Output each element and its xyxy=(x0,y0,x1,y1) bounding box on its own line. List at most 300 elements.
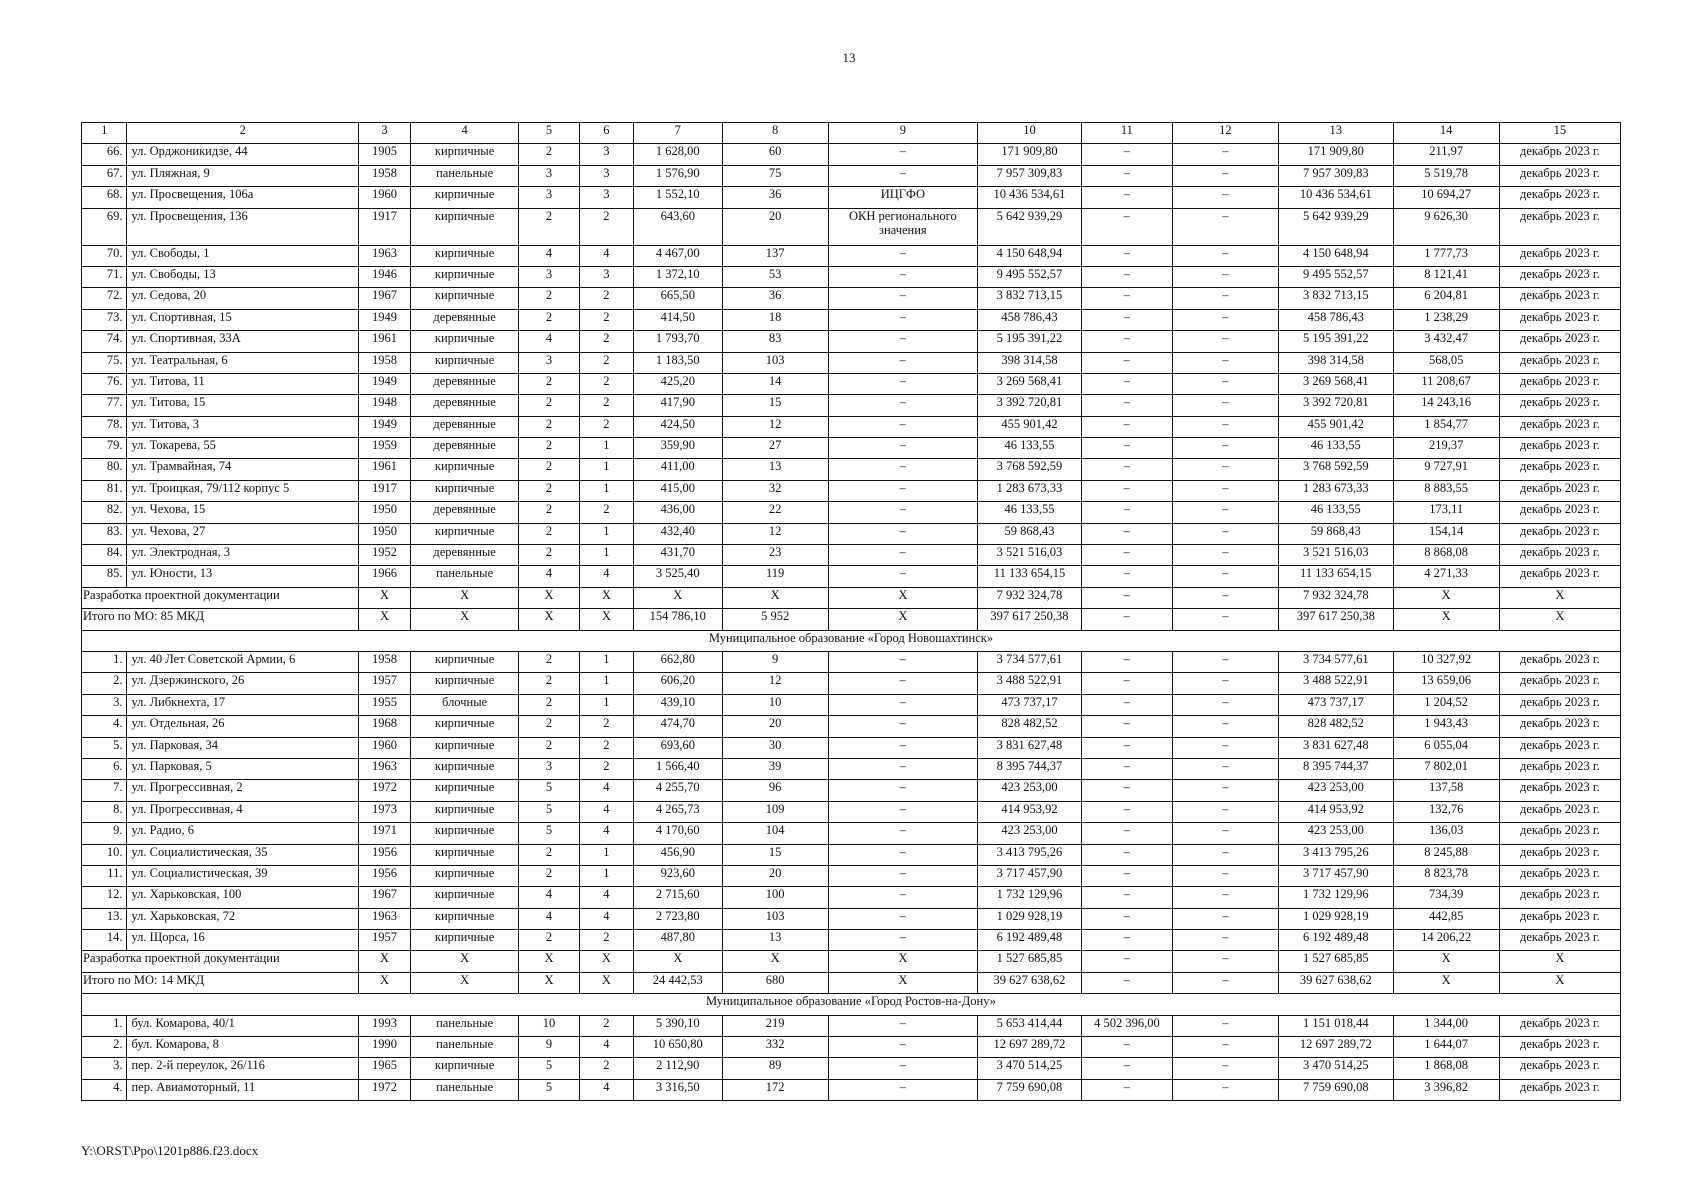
table-cell: 3 xyxy=(579,187,633,208)
table-cell: 46 133,55 xyxy=(1278,502,1393,523)
address-cell: ул. Социалистическая, 39 xyxy=(127,865,359,886)
table-cell: 22 xyxy=(722,502,828,523)
table-cell: кирпичные xyxy=(410,480,518,501)
table-cell: – xyxy=(1172,373,1278,394)
row-number-cell: 79. xyxy=(82,438,127,459)
table-cell: 1990 xyxy=(359,1037,411,1058)
table-cell: – xyxy=(1081,865,1172,886)
table-cell: – xyxy=(828,801,977,822)
row-number-cell: 1. xyxy=(82,1015,127,1036)
table-cell: 2 xyxy=(519,844,580,865)
table-cell: 828 482,52 xyxy=(1278,716,1393,737)
table-cell: декабрь 2023 г. xyxy=(1499,288,1620,309)
summary-cell: 7 932 324,78 xyxy=(1278,587,1393,608)
table-cell: 2 xyxy=(519,416,580,437)
table-cell: 2 xyxy=(579,502,633,523)
summary-cell: X xyxy=(410,951,518,972)
table-cell: декабрь 2023 г. xyxy=(1499,1079,1620,1100)
table-row xyxy=(82,266,1621,287)
table-cell: 643,60 xyxy=(633,208,722,245)
row-number-cell: 4. xyxy=(82,716,127,737)
table-row xyxy=(82,823,1621,844)
table-cell: 5 xyxy=(519,801,580,822)
address-cell: ул. Отдельная, 26 xyxy=(127,716,359,737)
table-cell: 46 133,55 xyxy=(978,502,1082,523)
table-cell: 1917 xyxy=(359,480,411,501)
table-cell: кирпичные xyxy=(410,1058,518,1079)
table-cell: 5 642 939,29 xyxy=(978,208,1082,245)
table-cell: декабрь 2023 г. xyxy=(1499,930,1620,951)
table-cell: – xyxy=(1172,930,1278,951)
table-cell: 173,11 xyxy=(1393,502,1499,523)
table-cell: 3 392 720,81 xyxy=(978,395,1082,416)
summary-cell: X xyxy=(828,587,977,608)
table-cell: 4 xyxy=(519,908,580,929)
address-cell: ул. Парковая, 34 xyxy=(127,737,359,758)
table-cell: 1 xyxy=(579,545,633,566)
address-cell: ул. Юности, 13 xyxy=(127,566,359,587)
table-cell: 3 717 457,90 xyxy=(1278,865,1393,886)
header-cell: 10 xyxy=(978,123,1082,144)
table-cell: 455 901,42 xyxy=(1278,416,1393,437)
row-number-cell: 2. xyxy=(82,673,127,694)
summary-cell: X xyxy=(579,972,633,993)
table-cell: 7 957 309,83 xyxy=(978,165,1082,186)
table-cell: 2 xyxy=(519,208,580,245)
summary-cell: X xyxy=(633,587,722,608)
table-cell: – xyxy=(1172,480,1278,501)
table-row xyxy=(82,331,1621,352)
table-cell: 2 xyxy=(519,309,580,330)
address-cell: пер. 2-й переулок, 26/116 xyxy=(127,1058,359,1079)
row-number-cell: 83. xyxy=(82,523,127,544)
table-row xyxy=(82,673,1621,694)
table-cell: 2 xyxy=(519,865,580,886)
table-cell: 2 xyxy=(519,288,580,309)
table-cell: 1 854,77 xyxy=(1393,416,1499,437)
table-cell: – xyxy=(1081,245,1172,266)
table-cell: деревянные xyxy=(410,373,518,394)
table-cell: 1 029 928,19 xyxy=(978,908,1082,929)
table-cell: 1 552,10 xyxy=(633,187,722,208)
table-cell: 3 269 568,41 xyxy=(1278,373,1393,394)
table-cell: 423 253,00 xyxy=(978,823,1082,844)
table-cell: 414,50 xyxy=(633,309,722,330)
table-cell: – xyxy=(828,737,977,758)
table-cell: декабрь 2023 г. xyxy=(1499,1015,1620,1036)
table-cell: 2 xyxy=(579,309,633,330)
table-cell: 359,90 xyxy=(633,438,722,459)
summary-cell: X xyxy=(1499,972,1620,993)
table-cell: 3 831 627,48 xyxy=(978,737,1082,758)
table-cell: 10 xyxy=(722,694,828,715)
table-cell: 3 xyxy=(579,266,633,287)
table-cell: 2 xyxy=(579,373,633,394)
table-cell: 473 737,17 xyxy=(1278,694,1393,715)
summary-label: Разработка проектной документации xyxy=(82,587,359,608)
table-cell: кирпичные xyxy=(410,331,518,352)
table-row xyxy=(82,1037,1621,1058)
table-cell: 2 xyxy=(579,1058,633,1079)
table-cell: 1 xyxy=(579,865,633,886)
table-cell: – xyxy=(828,566,977,587)
table-cell: – xyxy=(1081,309,1172,330)
table-cell: – xyxy=(1172,780,1278,801)
table-cell: 154,14 xyxy=(1393,523,1499,544)
table-cell: 1 566,40 xyxy=(633,758,722,779)
table-cell: 1993 xyxy=(359,1015,411,1036)
row-number-cell: 12. xyxy=(82,887,127,908)
table-cell: кирпичные xyxy=(410,823,518,844)
table-cell: 3 xyxy=(519,165,580,186)
table-cell: 13 659,06 xyxy=(1393,673,1499,694)
table-cell: 3 xyxy=(579,144,633,165)
table-cell: блочные xyxy=(410,694,518,715)
table-cell: – xyxy=(828,651,977,672)
row-number-cell: 14. xyxy=(82,930,127,951)
address-cell: ул. Щорса, 16 xyxy=(127,930,359,951)
table-cell: 1972 xyxy=(359,1079,411,1100)
table-cell: 4 xyxy=(519,245,580,266)
table-cell: 3 xyxy=(519,187,580,208)
table-cell: 2 xyxy=(519,930,580,951)
table-cell: 3 734 577,61 xyxy=(978,651,1082,672)
summary-cell: X xyxy=(519,587,580,608)
table-cell: – xyxy=(1081,438,1172,459)
table-cell: 1967 xyxy=(359,288,411,309)
table-cell: – xyxy=(1081,416,1172,437)
table-row xyxy=(82,502,1621,523)
table-cell: – xyxy=(828,165,977,186)
table-cell: 1 xyxy=(579,523,633,544)
table-cell: 3 413 795,26 xyxy=(1278,844,1393,865)
table-cell: 2 xyxy=(519,523,580,544)
table-cell: – xyxy=(828,523,977,544)
table-cell: 2 xyxy=(579,1015,633,1036)
table-cell: декабрь 2023 г. xyxy=(1499,208,1620,245)
table-cell: 5 390,10 xyxy=(633,1015,722,1036)
table-cell: 15 xyxy=(722,395,828,416)
table-cell: – xyxy=(1172,566,1278,587)
table-cell: 14 243,16 xyxy=(1393,395,1499,416)
table-cell: 398 314,58 xyxy=(978,352,1082,373)
table-cell: – xyxy=(1172,309,1278,330)
summary-cell: 680 xyxy=(722,972,828,993)
table-cell: 1 029 928,19 xyxy=(1278,908,1393,929)
table-cell: кирпичные xyxy=(410,865,518,886)
table-cell: 1960 xyxy=(359,187,411,208)
table-row xyxy=(82,908,1621,929)
table-cell: 13 xyxy=(722,459,828,480)
table-cell: 1 xyxy=(579,844,633,865)
table-cell: 1968 xyxy=(359,716,411,737)
table-row xyxy=(82,144,1621,165)
table-container xyxy=(81,122,1621,1101)
table-cell: 46 133,55 xyxy=(1278,438,1393,459)
address-cell: ул. Харьковская, 100 xyxy=(127,887,359,908)
table-cell: 693,60 xyxy=(633,737,722,758)
table-cell: 96 xyxy=(722,780,828,801)
table-cell: – xyxy=(1172,823,1278,844)
summary-cell: X xyxy=(828,972,977,993)
summary-cell: X xyxy=(1393,972,1499,993)
table-cell: – xyxy=(1172,1058,1278,1079)
table-cell: 1956 xyxy=(359,844,411,865)
table-cell: 3 432,47 xyxy=(1393,331,1499,352)
table-cell: 4 467,00 xyxy=(633,245,722,266)
table-cell: кирпичные xyxy=(410,908,518,929)
table-cell: – xyxy=(1081,737,1172,758)
table-cell: 2 xyxy=(519,459,580,480)
table-cell: 2 xyxy=(579,395,633,416)
address-cell: ул. Радио, 6 xyxy=(127,823,359,844)
table-cell: 398 314,58 xyxy=(1278,352,1393,373)
table-cell: – xyxy=(828,266,977,287)
table-cell: 1905 xyxy=(359,144,411,165)
table-cell: 4 xyxy=(579,1079,633,1100)
table-cell: кирпичные xyxy=(410,266,518,287)
table-cell: 2 xyxy=(519,480,580,501)
table-cell: – xyxy=(1172,416,1278,437)
table-row xyxy=(82,1058,1621,1079)
table-cell: – xyxy=(1172,1015,1278,1036)
table-row xyxy=(82,566,1621,587)
table-cell: 1973 xyxy=(359,801,411,822)
table-cell: 2 xyxy=(579,716,633,737)
table-cell: 6 204,81 xyxy=(1393,288,1499,309)
table-cell: 1955 xyxy=(359,694,411,715)
row-number-cell: 4. xyxy=(82,1079,127,1100)
table-row xyxy=(82,309,1621,330)
table-cell: – xyxy=(828,245,977,266)
summary-cell: X xyxy=(359,972,411,993)
summary-cell: – xyxy=(1172,951,1278,972)
table-cell: 1966 xyxy=(359,566,411,587)
table-cell: декабрь 2023 г. xyxy=(1499,801,1620,822)
table-cell: 137,58 xyxy=(1393,780,1499,801)
table-cell: 10 436 534,61 xyxy=(978,187,1082,208)
summary-cell: X xyxy=(1393,587,1499,608)
footer-file-path: Y:\ORST\Ppo\1201p886.f23.docx xyxy=(81,1143,259,1158)
table-cell: 12 xyxy=(722,523,828,544)
table-cell: 828 482,52 xyxy=(978,716,1082,737)
address-cell: ул. Троицкая, 79/112 корпус 5 xyxy=(127,480,359,501)
summary-cell: X xyxy=(519,609,580,630)
table-cell: 455 901,42 xyxy=(978,416,1082,437)
table-cell: 1 xyxy=(579,694,633,715)
table-cell: 136,03 xyxy=(1393,823,1499,844)
table-cell: 18 xyxy=(722,309,828,330)
table-cell: 8 883,55 xyxy=(1393,480,1499,501)
address-cell: ул. Седова, 20 xyxy=(127,288,359,309)
table-cell: 1 151 018,44 xyxy=(1278,1015,1393,1036)
summary-row xyxy=(82,587,1621,608)
table-row xyxy=(82,716,1621,737)
table-cell: декабрь 2023 г. xyxy=(1499,566,1620,587)
table-cell: 2 xyxy=(579,416,633,437)
address-cell: ул. Харьковская, 72 xyxy=(127,908,359,929)
table-cell: 474,70 xyxy=(633,716,722,737)
page-number: 13 xyxy=(842,50,856,65)
table-cell: 1948 xyxy=(359,395,411,416)
section-title: Муниципальное образование «Город Новошахтинск» xyxy=(82,630,1621,651)
table-cell: – xyxy=(828,459,977,480)
table-cell: – xyxy=(1172,865,1278,886)
table-cell: 2 xyxy=(519,395,580,416)
table-cell: ИЦГФО xyxy=(828,187,977,208)
table-cell: 4 255,70 xyxy=(633,780,722,801)
table-cell: панельные xyxy=(410,566,518,587)
table-cell: – xyxy=(828,480,977,501)
address-cell: ул. Спортивная, 15 xyxy=(127,309,359,330)
summary-cell: X xyxy=(410,609,518,630)
table-cell: – xyxy=(1081,1079,1172,1100)
table-cell: – xyxy=(1081,651,1172,672)
table-cell: 1 xyxy=(579,651,633,672)
summary-cell: 39 627 638,62 xyxy=(1278,972,1393,993)
table-cell: – xyxy=(828,844,977,865)
table-cell: 1957 xyxy=(359,930,411,951)
table-cell: 3 269 568,41 xyxy=(978,373,1082,394)
table-cell: 662,80 xyxy=(633,651,722,672)
table-cell: 2 xyxy=(579,208,633,245)
table-cell: 1949 xyxy=(359,416,411,437)
table-row xyxy=(82,694,1621,715)
address-cell: ул. Титова, 15 xyxy=(127,395,359,416)
table-cell: панельные xyxy=(410,165,518,186)
table-cell: 11 208,67 xyxy=(1393,373,1499,394)
table-cell: 5 653 414,44 xyxy=(978,1015,1082,1036)
table-cell: 423 253,00 xyxy=(1278,780,1393,801)
table-cell: 2 xyxy=(519,545,580,566)
summary-cell: 24 442,53 xyxy=(633,972,722,993)
table-cell: – xyxy=(1081,545,1172,566)
table-cell: 606,20 xyxy=(633,673,722,694)
table-cell: 2 xyxy=(519,694,580,715)
table-cell: 1 732 129,96 xyxy=(978,887,1082,908)
section-title: Муниципальное образование «Город Ростов-на-Дону» xyxy=(82,994,1621,1015)
table-cell: – xyxy=(828,716,977,737)
table-cell: – xyxy=(828,694,977,715)
table-cell: 104 xyxy=(722,823,828,844)
summary-cell: X xyxy=(519,951,580,972)
table-cell: – xyxy=(828,395,977,416)
row-number-cell: 75. xyxy=(82,352,127,373)
table-cell: – xyxy=(1081,266,1172,287)
table-cell: кирпичные xyxy=(410,758,518,779)
table-cell: 5 xyxy=(519,1079,580,1100)
table-cell: 1963 xyxy=(359,245,411,266)
summary-cell: X xyxy=(579,587,633,608)
table-cell: – xyxy=(828,373,977,394)
summary-cell: X xyxy=(1393,951,1499,972)
table-cell: 3 488 522,91 xyxy=(1278,673,1393,694)
table-cell: – xyxy=(1172,288,1278,309)
table-cell: – xyxy=(1081,758,1172,779)
table-cell: декабрь 2023 г. xyxy=(1499,438,1620,459)
table-cell: кирпичные xyxy=(410,716,518,737)
table-cell: 923,60 xyxy=(633,865,722,886)
table-cell: – xyxy=(1081,780,1172,801)
table-cell: – xyxy=(1081,208,1172,245)
summary-cell: – xyxy=(1172,972,1278,993)
section-header-row xyxy=(82,994,1621,1015)
row-number-cell: 85. xyxy=(82,566,127,587)
table-cell: 10 650,80 xyxy=(633,1037,722,1058)
table-cell: 3 413 795,26 xyxy=(978,844,1082,865)
summary-cell: 397 617 250,38 xyxy=(1278,609,1393,630)
header-cell: 12 xyxy=(1172,123,1278,144)
table-cell: 1 372,10 xyxy=(633,266,722,287)
table-cell: – xyxy=(1172,694,1278,715)
table-cell: 2 xyxy=(519,438,580,459)
table-cell: – xyxy=(828,780,977,801)
header-cell: 15 xyxy=(1499,123,1620,144)
table-cell: 109 xyxy=(722,801,828,822)
row-number-cell: 1. xyxy=(82,651,127,672)
table-cell: – xyxy=(1081,1058,1172,1079)
address-cell: ул. Пляжная, 9 xyxy=(127,165,359,186)
table-cell: 36 xyxy=(722,288,828,309)
table-cell: – xyxy=(1172,165,1278,186)
table-cell: 83 xyxy=(722,331,828,352)
table-row xyxy=(82,1015,1621,1036)
row-number-cell: 8. xyxy=(82,801,127,822)
table-cell: 4 502 396,00 xyxy=(1081,1015,1172,1036)
table-cell: – xyxy=(828,758,977,779)
table-cell: 171 909,80 xyxy=(978,144,1082,165)
table-cell: – xyxy=(1081,844,1172,865)
table-row xyxy=(82,459,1621,480)
summary-cell: X xyxy=(579,609,633,630)
table-cell: 5 xyxy=(519,1058,580,1079)
table-row xyxy=(82,887,1621,908)
summary-cell: 5 952 xyxy=(722,609,828,630)
address-cell: ул. 40 Лет Советской Армии, 6 xyxy=(127,651,359,672)
address-cell: ул. Либкнехта, 17 xyxy=(127,694,359,715)
address-cell: ул. Прогрессивная, 2 xyxy=(127,780,359,801)
table-cell: 4 xyxy=(519,566,580,587)
table-cell: 137 xyxy=(722,245,828,266)
summary-cell: – xyxy=(1081,587,1172,608)
table-row xyxy=(82,523,1621,544)
table-cell: 473 737,17 xyxy=(978,694,1082,715)
table-cell: – xyxy=(1172,245,1278,266)
table-cell: – xyxy=(1172,887,1278,908)
table-cell: декабрь 2023 г. xyxy=(1499,187,1620,208)
table-cell: 2 xyxy=(579,930,633,951)
table-cell: 1 793,70 xyxy=(633,331,722,352)
table-cell: декабрь 2023 г. xyxy=(1499,1058,1620,1079)
table-cell: – xyxy=(828,823,977,844)
row-number-cell: 5. xyxy=(82,737,127,758)
table-cell: 4 xyxy=(579,801,633,822)
summary-label: Разработка проектной документации xyxy=(82,951,359,972)
table-cell: 23 xyxy=(722,545,828,566)
table-cell: – xyxy=(1081,187,1172,208)
table-cell: 487,80 xyxy=(633,930,722,951)
summary-cell: 397 617 250,38 xyxy=(978,609,1082,630)
table-cell: 8 868,08 xyxy=(1393,545,1499,566)
table-cell: – xyxy=(1081,523,1172,544)
table-cell: 9 626,30 xyxy=(1393,208,1499,245)
address-cell: ул. Орджоникидзе, 44 xyxy=(127,144,359,165)
table-row xyxy=(82,780,1621,801)
table-cell: 1 xyxy=(579,673,633,694)
table-cell: – xyxy=(828,887,977,908)
table-cell: 36 xyxy=(722,187,828,208)
table-cell: 8 245,88 xyxy=(1393,844,1499,865)
